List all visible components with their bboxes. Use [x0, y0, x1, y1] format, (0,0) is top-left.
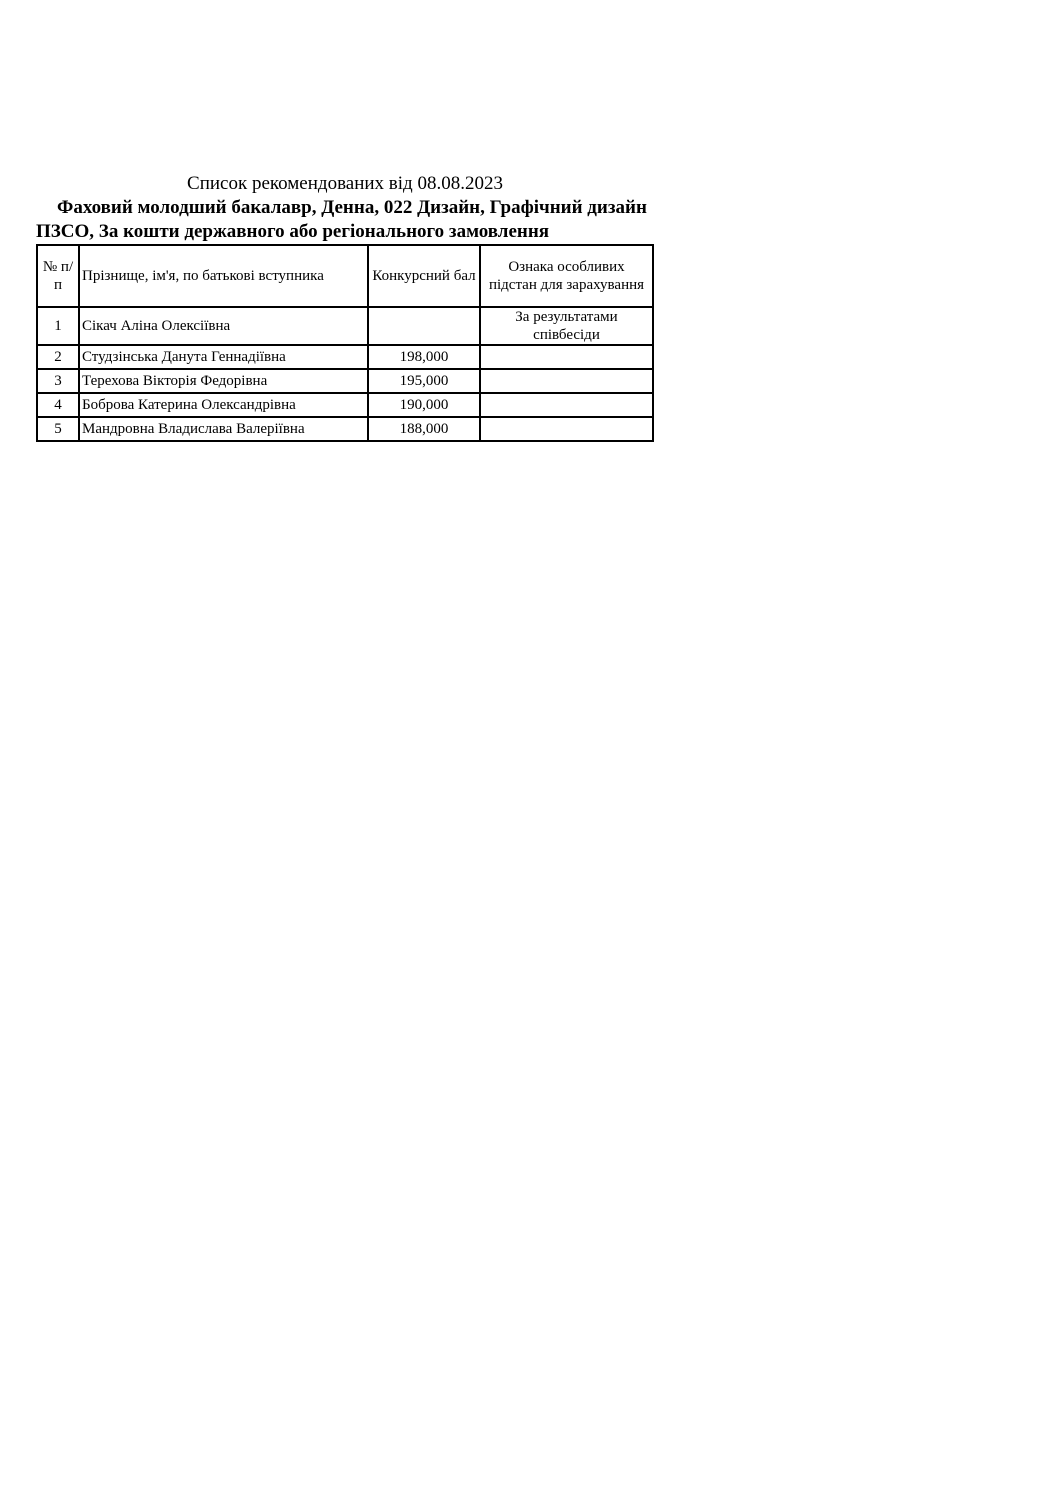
row-score: 188,000 [368, 417, 480, 441]
row-name: Сікач Аліна Олексіївна [79, 307, 368, 345]
row-name: Боброва Катерина Олександрівна [79, 393, 368, 417]
row-note [480, 393, 653, 417]
row-name: Студзінська Данута Геннадіївна [79, 345, 368, 369]
row-num: 5 [37, 417, 79, 441]
table-row [37, 369, 653, 393]
row-score: 198,000 [368, 345, 480, 369]
row-score [368, 307, 480, 345]
row-num: 3 [37, 369, 79, 393]
header-num: № п/п [37, 245, 79, 307]
row-num: 4 [37, 393, 79, 417]
document-title: Список рекомендованих від 08.08.2023 [187, 173, 503, 194]
table-row [37, 345, 653, 369]
row-note [480, 369, 653, 393]
row-note: За результатами співбесіди [480, 307, 653, 345]
document-page [36, 172, 654, 442]
table-row [37, 393, 653, 417]
table-row [37, 417, 653, 441]
row-name: Мандровна Владислава Валеріївна [79, 417, 368, 441]
header-score: Конкурсний бал [368, 245, 480, 307]
table-header-row [37, 245, 653, 307]
row-score: 195,000 [368, 369, 480, 393]
header-name: Прізнище, ім'я, по батькові вступника [79, 245, 368, 307]
row-num: 1 [37, 307, 79, 345]
row-num: 2 [37, 345, 79, 369]
document-subtitle: Фаховий молодший бакалавр, Денна, 022 Дизайн, Графічний дизайн ПЗСО, За кошти державного або регіонального замовлення [36, 197, 647, 242]
recommended-list-table [36, 244, 654, 442]
row-note [480, 345, 653, 369]
table-row [37, 307, 653, 345]
row-note [480, 417, 653, 441]
row-score: 190,000 [368, 393, 480, 417]
row-name: Терехова Вікторія Федорівна [79, 369, 368, 393]
header-note: Ознака особливих підстан для зарахування [480, 245, 653, 307]
